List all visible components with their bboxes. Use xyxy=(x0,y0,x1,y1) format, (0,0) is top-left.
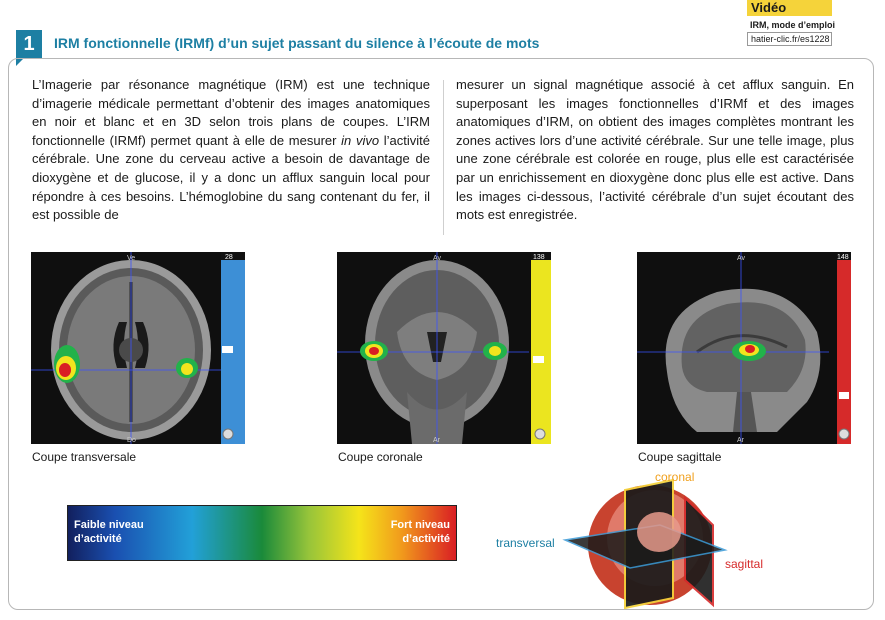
scale-low-label xyxy=(74,518,144,546)
video-subtitle: IRM, mode d’emploi xyxy=(750,20,836,30)
mri-3-zoom-icon[interactable] xyxy=(839,429,849,439)
mri-3-slice-number: 148 xyxy=(837,254,849,261)
mri-1-zoom-icon[interactable] xyxy=(223,429,233,439)
mri-1-bottom-marker: Do xyxy=(127,437,136,444)
mri-2-slice-number: 138 xyxy=(533,254,545,261)
text-col1-italic: in vivo xyxy=(341,132,380,148)
mri-sagittal-image xyxy=(637,252,851,444)
mri-2-zoom-icon[interactable] xyxy=(535,429,545,439)
column-divider xyxy=(443,80,444,235)
scale-high-line-2: d’activité xyxy=(402,533,450,545)
scale-low-line-2: d’activité xyxy=(74,533,122,545)
activity-color-scale xyxy=(67,505,457,561)
mri-3-slider-thumb[interactable] xyxy=(839,392,849,399)
video-link[interactable]: hatier-clic.fr/es1228 xyxy=(747,32,832,46)
mri-2-bar xyxy=(531,252,551,444)
text-column-2: mesurer un signal magnétique associé à cet afflux sanguin. En superposant les images fonctionnelles d’IRMf et des images anatomiques d’IRM, on obtient des images complètes montrant les zones actives lors d’une activité cérébrale. Sur une telle image, plus une zone cérébrale est colorée en rouge, plus elle est caractérisée par un enrichissement en dioxygène donc plus elle est active. Dans les images ci-dessous, l’activité cérébrale d’un sujet écoutant des mots est enregistrée. xyxy=(456,77,854,223)
mri-2-bottom-marker: Ar xyxy=(433,437,440,444)
mri-3-top-marker: Av xyxy=(737,255,746,262)
scale-low-line-1: Faible niveau xyxy=(74,519,144,531)
mri-coronal-image xyxy=(337,252,551,444)
caption-sagittal: Coupe sagittale xyxy=(638,450,722,464)
caption-coronal: Coupe coronale xyxy=(338,450,423,464)
3d-head-planes-diagram xyxy=(555,470,735,610)
mri-3-bottom-marker: Ar xyxy=(737,437,744,444)
mri-3-bar xyxy=(837,252,851,444)
scale-high-label xyxy=(391,518,450,546)
text-col1-part-b: l’activité cérébrale. Une zone du cerveau active a besoin de davantage de dioxygène et de glucose, il y a donc un afflux sanguin local pour répondre à ces besoins. L’hémoglobine du sang contenant du fer, il est possible de xyxy=(32,132,430,223)
label-sagittal: sagittal xyxy=(725,557,764,571)
mri-2-top-marker: Av xyxy=(433,255,442,262)
document-number-badge: 1 xyxy=(16,30,42,58)
video-label: Vidéo xyxy=(747,0,832,16)
video-box[interactable] xyxy=(747,0,836,46)
document-title: IRM fonctionnelle (IRMf) d’un sujet passant du silence à l’écoute de mots xyxy=(54,35,540,51)
mri-2-slider-thumb[interactable] xyxy=(533,356,544,363)
text-column-1 xyxy=(32,76,430,225)
scale-high-line-1: Fort niveau xyxy=(390,519,450,531)
mri-transversal-image xyxy=(31,252,245,444)
label-coronal: coronal xyxy=(655,470,695,484)
mri-1-top-marker: Ve xyxy=(127,255,136,262)
label-transversal: transversal xyxy=(496,536,555,550)
text-col1-part-a: L’Imagerie par résonance magnétique (IRM) est une technique d’imagerie médicale permettant d’obtenir des images anatomiques en noir et blanc et en 3D selon trois plans de coupes. L’IRM fonctionnelle (IRMf) permet quant à elle de mesurer xyxy=(32,77,430,148)
caption-transversal: Coupe transversale xyxy=(32,450,137,464)
mri-1-slider-thumb[interactable] xyxy=(222,346,233,353)
mri-1-slice-number: 28 xyxy=(225,254,233,261)
